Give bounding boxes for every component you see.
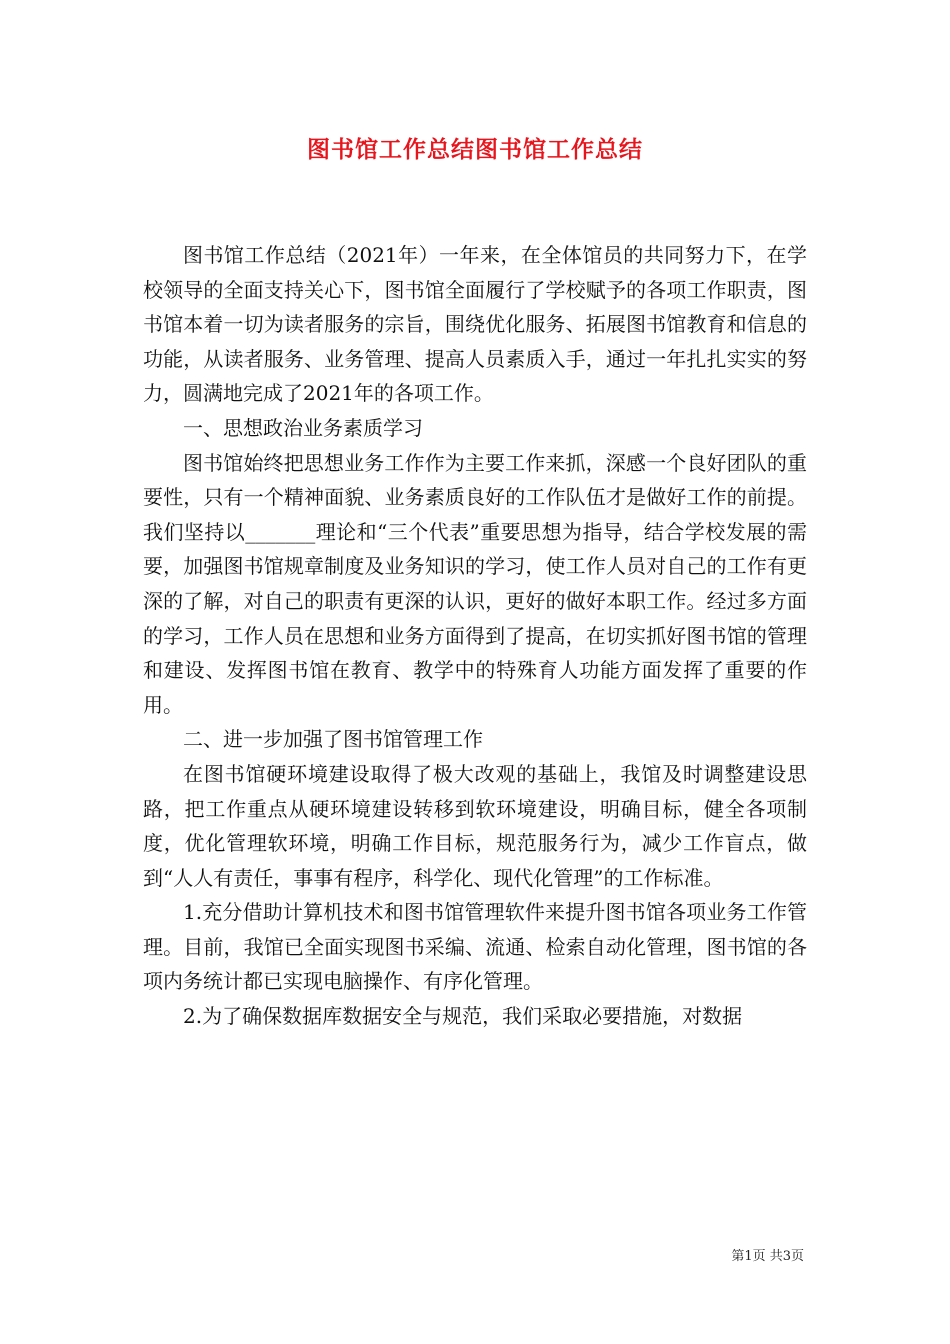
paragraph-item-2: 2.为了确保数据库数据安全与规范，我们采取必要措施，对数据 [183, 1004, 743, 1029]
document-title: 图书馆工作总结图书馆工作总结 [307, 136, 643, 163]
section-heading-1: 一、思想政治业务素质学习 [183, 415, 423, 440]
paragraph-intro: 图书馆工作总结（2021年）一年来，在全体馆员的共同努力下，在学校领导的全面支持关心下，图书馆全面履行了学校赋予的各项工作职责，图书馆本着一切为读者服务的宗旨，围绕优化服务、拓展图书馆教育和信息的功能，从读者服务、业务管理、提高人员素质入手，通过一年扎扎实实的努力，圆满地完成了2021年的各项工作。 [143, 243, 807, 406]
section-heading-2: 二、进一步加强了图书馆管理工作 [183, 727, 483, 752]
page-number: 第1页 共3页 [731, 1249, 804, 1264]
paragraph-section-2: 在图书馆硬环境建设取得了极大改观的基础上，我馆及时调整建设思路，把工作重点从硬环境建设转移到软环境建设，明确目标，健全各项制度，优化管理软环境，明确工作目标，规范服务行为，减少工作盲点，做到“人人有责任，事事有程序，科学化、现代化管理”的工作标准。 [143, 761, 807, 890]
document-body [143, 238, 807, 1034]
paragraph-section-1: 图书馆始终把思想业务工作作为主要工作来抓，深感一个良好团队的重要性，只有一个精神面貌、业务素质良好的工作队伍才是做好工作的前提。我们坚持以_______理论和“三个代表”重要思想为指导，结合学校发展的需要，加强图书馆规章制度及业务知识的学习，使工作人员对自己的工作有更深的了解，对自己的职责有更深的认识，更好的做好本职工作。经过多方面的学习，工作人员在思想和业务方面得到了提高，在切实抓好图书馆的管理和建设、发挥图书馆在教育、教学中的特殊育人功能方面发挥了重要的作用。 [143, 450, 807, 717]
paragraph-item-1: 1.充分借助计算机技术和图书馆管理软件来提升图书馆各项业务工作管理。目前，我馆已全面实现图书采编、流通、检索自动化管理，图书馆的各项内务统计都已实现电脑操作、有序化管理。 [143, 900, 807, 994]
